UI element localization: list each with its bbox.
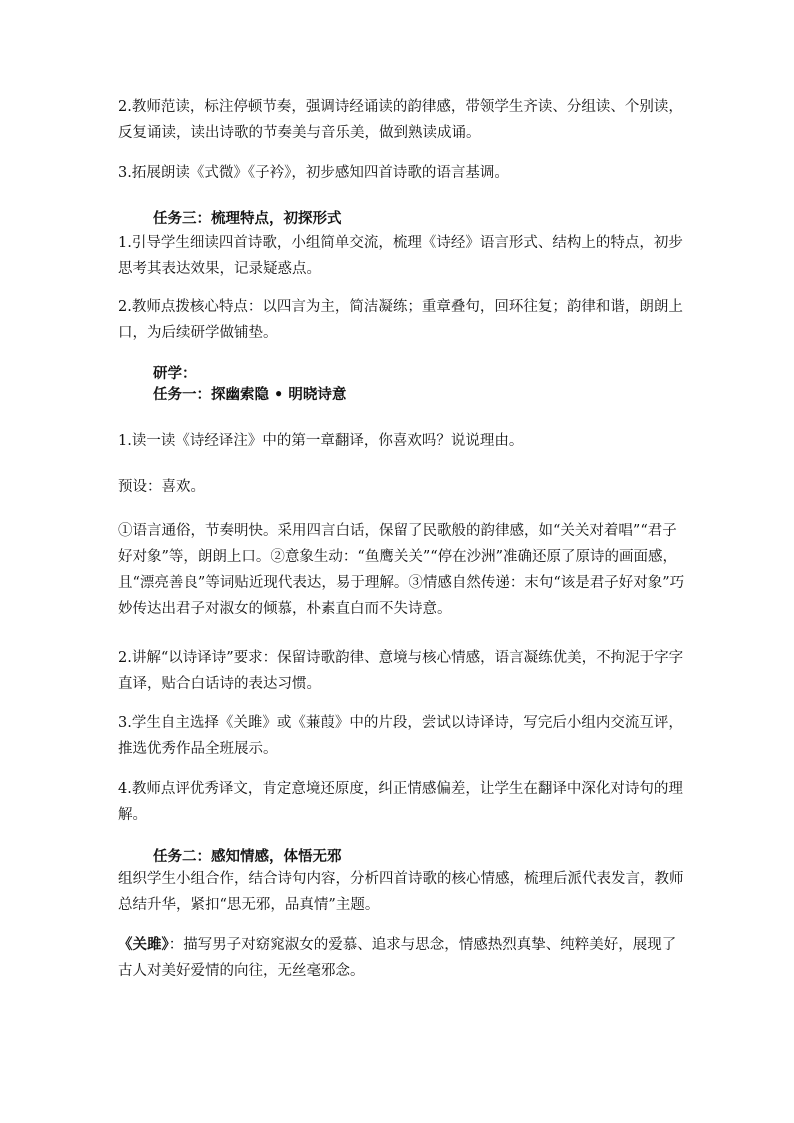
paragraph-preset: 预设：喜欢。 [118, 479, 205, 495]
poem-title-guanju: 《关雎》 [118, 936, 169, 953]
paragraph-guide-reading: 1.引导学生细读四首诗歌，小组简单交流，梳理《诗经》语言形式、结构上的特点，初步思考其表达效果，记录疑惑点。 [118, 235, 683, 277]
heading-task-two: 任务二：感知情感，体悟无邪 [153, 848, 342, 865]
guanju-description: ：描写男子对窈窕淑女的爱慕、追求与思念，情感热烈真挚、纯粹美好，展现了古人对美好爱情的向往，无丝毫邪念。 [118, 937, 677, 979]
heading-task-three: 任务三：梳理特点，初探形式 [153, 210, 342, 227]
heading-study: 研学： [153, 365, 197, 382]
paragraph-poem-translation-rules: 2.讲解“以诗译诗”要求：保留诗歌韵律、意境与核心情感，语言凝练优美，不拘泥于字字直译，贴合白话诗的表达习惯。 [118, 650, 684, 692]
paragraph-student-practice: 3.学生自主选择《关雎》或《蒹葭》中的片段，尝试以诗译诗，写完后小组内交流互评，推选优秀作品全班展示。 [118, 715, 683, 757]
paragraph-teacher-comment: 4.教师点评优秀译文，肯定意境还原度，纠正情感偏差，让学生在翻译中深化对诗句的理解。 [118, 781, 683, 823]
paragraph-guanju [118, 932, 688, 984]
paragraph-extended-reading: 3.拓展朗读《式微》《子衿》，初步感知四首诗歌的语言基调。 [118, 165, 509, 181]
paragraph-reasons: ①语言通俗，节奏明快。采用四言白话，保留了民歌般的韵律感，如“关关对着唱”“君子好对象”等，朗朗上口。②意象生动：“鱼鹰关关”“停在沙洲”准确还原了原诗的画面感，且“漂亮善良”等词贴近现代表达，易于理解。③情感自然传递：末句“该是君子好对象”巧妙传达出君子对淑女的倾慕，朴素直白而不失诗意。 [118, 523, 685, 617]
paragraph-teacher-model-reading: 2.教师范读，标注停顿节奏，强调诗经诵读的韵律感，带领学生齐读、分组读、个别读，反复诵读，读出诗歌的节奏美与音乐美，做到熟读成诵。 [118, 99, 683, 141]
paragraph-group-work: 组织学生小组合作，结合诗句内容，分析四首诗歌的核心情感，梳理后派代表发言，教师总结升华，紧扣“思无邪，品真情”主题。 [118, 871, 684, 913]
paragraph-core-features: 2.教师点拨核心特点：以四言为主，简洁凝练；重章叠句，回环往复；韵律和谐，朗朗上口，为后续研学做铺垫。 [118, 299, 683, 341]
paragraph-read-translation: 1.读一读《诗经译注》中的第一章翻译，你喜欢吗？说说理由。 [118, 433, 524, 449]
heading-task-one: 任务一：探幽索隐 • 明晓诗意 [153, 386, 347, 403]
